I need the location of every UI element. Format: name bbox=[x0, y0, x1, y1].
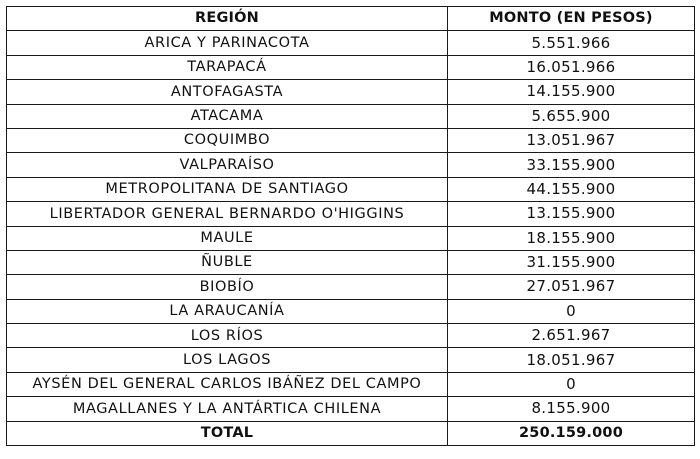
table-row bbox=[7, 275, 695, 299]
cell-amount: 18.051.967 bbox=[448, 348, 695, 372]
cell-region: ARICA Y PARINACOTA bbox=[7, 31, 448, 55]
total-label: TOTAL bbox=[7, 421, 448, 445]
cell-region: COQUIMBO bbox=[7, 128, 448, 152]
total-row bbox=[7, 421, 695, 445]
table-row bbox=[7, 348, 695, 372]
cell-amount: 33.155.900 bbox=[448, 153, 695, 177]
table-row bbox=[7, 250, 695, 274]
table-row bbox=[7, 372, 695, 396]
table-row bbox=[7, 153, 695, 177]
cell-amount: 31.155.900 bbox=[448, 250, 695, 274]
cell-amount: 5.551.966 bbox=[448, 31, 695, 55]
header-region: REGIÓN bbox=[7, 7, 448, 31]
cell-amount: 13.155.900 bbox=[448, 202, 695, 226]
table-row bbox=[7, 177, 695, 201]
cell-region: BIOBÍO bbox=[7, 275, 448, 299]
total-amount: 250.159.000 bbox=[448, 421, 695, 445]
cell-region: MAULE bbox=[7, 226, 448, 250]
cell-region: LOS LAGOS bbox=[7, 348, 448, 372]
cell-amount: 8.155.900 bbox=[448, 397, 695, 421]
cell-amount: 0 bbox=[448, 299, 695, 323]
table-row bbox=[7, 226, 695, 250]
cell-region: ATACAMA bbox=[7, 104, 448, 128]
cell-region: VALPARAÍSO bbox=[7, 153, 448, 177]
cell-region: TARAPACÁ bbox=[7, 55, 448, 79]
cell-amount: 18.155.900 bbox=[448, 226, 695, 250]
table-row bbox=[7, 55, 695, 79]
table-header-row bbox=[7, 7, 695, 31]
table-row bbox=[7, 31, 695, 55]
cell-region: LA ARAUCANÍA bbox=[7, 299, 448, 323]
cell-amount: 5.655.900 bbox=[448, 104, 695, 128]
table-row bbox=[7, 104, 695, 128]
cell-region: ANTOFAGASTA bbox=[7, 80, 448, 104]
table-row bbox=[7, 128, 695, 152]
cell-amount: 2.651.967 bbox=[448, 324, 695, 348]
cell-region: METROPOLITANA DE SANTIAGO bbox=[7, 177, 448, 201]
cell-region: MAGALLANES Y LA ANTÁRTICA CHILENA bbox=[7, 397, 448, 421]
table-row bbox=[7, 80, 695, 104]
cell-amount: 16.051.966 bbox=[448, 55, 695, 79]
cell-region: ÑUBLE bbox=[7, 250, 448, 274]
cell-region: LOS RÍOS bbox=[7, 324, 448, 348]
cell-amount: 13.051.967 bbox=[448, 128, 695, 152]
cell-region: AYSÉN DEL GENERAL CARLOS IBÁÑEZ DEL CAMPO bbox=[7, 372, 448, 396]
header-amount: MONTO (EN PESOS) bbox=[448, 7, 695, 31]
document-page bbox=[6, 6, 694, 452]
cell-amount: 27.051.967 bbox=[448, 275, 695, 299]
table-row bbox=[7, 324, 695, 348]
table-row bbox=[7, 299, 695, 323]
table-row bbox=[7, 397, 695, 421]
cell-amount: 14.155.900 bbox=[448, 80, 695, 104]
cell-amount: 0 bbox=[448, 372, 695, 396]
regional-amounts-table bbox=[6, 6, 695, 446]
table-row bbox=[7, 202, 695, 226]
cell-amount: 44.155.900 bbox=[448, 177, 695, 201]
cell-region: LIBERTADOR GENERAL BERNARDO O'HIGGINS bbox=[7, 202, 448, 226]
